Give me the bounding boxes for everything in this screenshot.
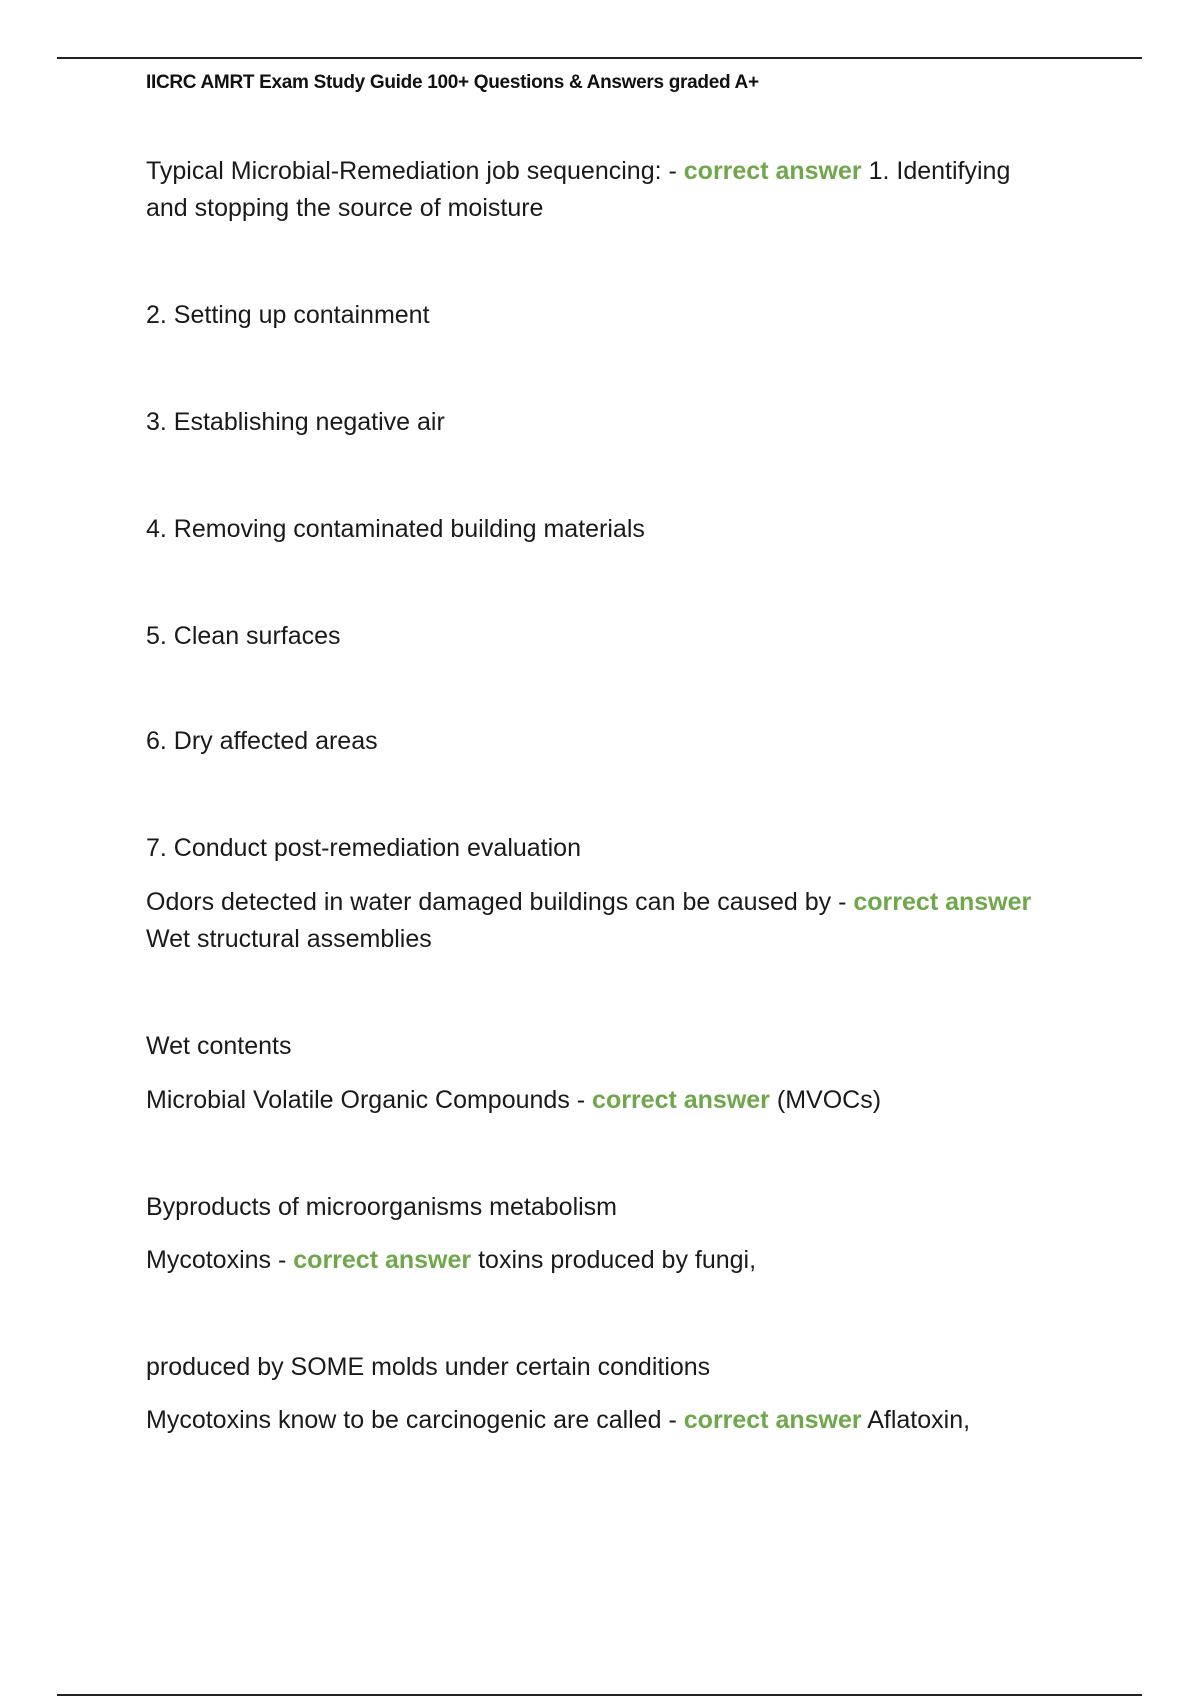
sequence-item: 7. Conduct post-remediation evaluation — [146, 834, 581, 862]
correct-answer-label: correct answer — [592, 1086, 770, 1114]
answer-item: produced by SOME molds under certain conditions — [146, 1353, 711, 1381]
answer-text: 1. Identifying — [868, 157, 1011, 185]
question-3 — [146, 1082, 881, 1118]
answer-text: (MVOCs) — [776, 1086, 882, 1114]
header-rule — [57, 57, 1142, 59]
question-5 — [146, 1402, 970, 1438]
sequence-item: 6. Dry affected areas — [146, 727, 378, 755]
sequence-item: 2. Setting up containment — [146, 301, 430, 329]
answer-item: Wet contents — [146, 1032, 292, 1060]
correct-answer-label: correct answer — [683, 1406, 862, 1434]
correct-answer-label: correct answer — [293, 1246, 472, 1274]
question-text: Mycotoxins - — [146, 1246, 294, 1274]
sequence-item: 5. Clean surfaces — [146, 622, 341, 650]
document-header: IICRC AMRT Exam Study Guide 100+ Questions & Answers graded A+ — [146, 72, 759, 93]
question-2 — [146, 884, 1031, 920]
answer-text: Aflatoxin, — [867, 1406, 971, 1434]
sequence-item: 3. Establishing negative air — [146, 408, 445, 436]
question-1 — [146, 153, 1010, 189]
sequence-item: 4. Removing contaminated building materials — [146, 515, 645, 543]
correct-answer-label: correct answer — [853, 888, 1032, 916]
correct-answer-label: correct answer — [683, 157, 862, 185]
answer-text: toxins produced by fungi, — [478, 1246, 757, 1274]
answer-continuation: Wet structural assemblies — [146, 925, 432, 953]
answer-continuation: and stopping the source of moisture — [146, 194, 544, 222]
answer-item: Byproducts of microorganisms metabolism — [146, 1193, 617, 1221]
question-text: Odors detected in water damaged buildings can be caused by - — [146, 888, 854, 916]
footer-rule — [57, 1694, 1142, 1696]
question-text: Microbial Volatile Organic Compounds - — [146, 1086, 593, 1114]
question-text: Mycotoxins know to be carcinogenic are called - — [146, 1406, 684, 1434]
question-4 — [146, 1242, 756, 1278]
question-text: Typical Microbial-Remediation job sequencing: - — [146, 157, 684, 185]
